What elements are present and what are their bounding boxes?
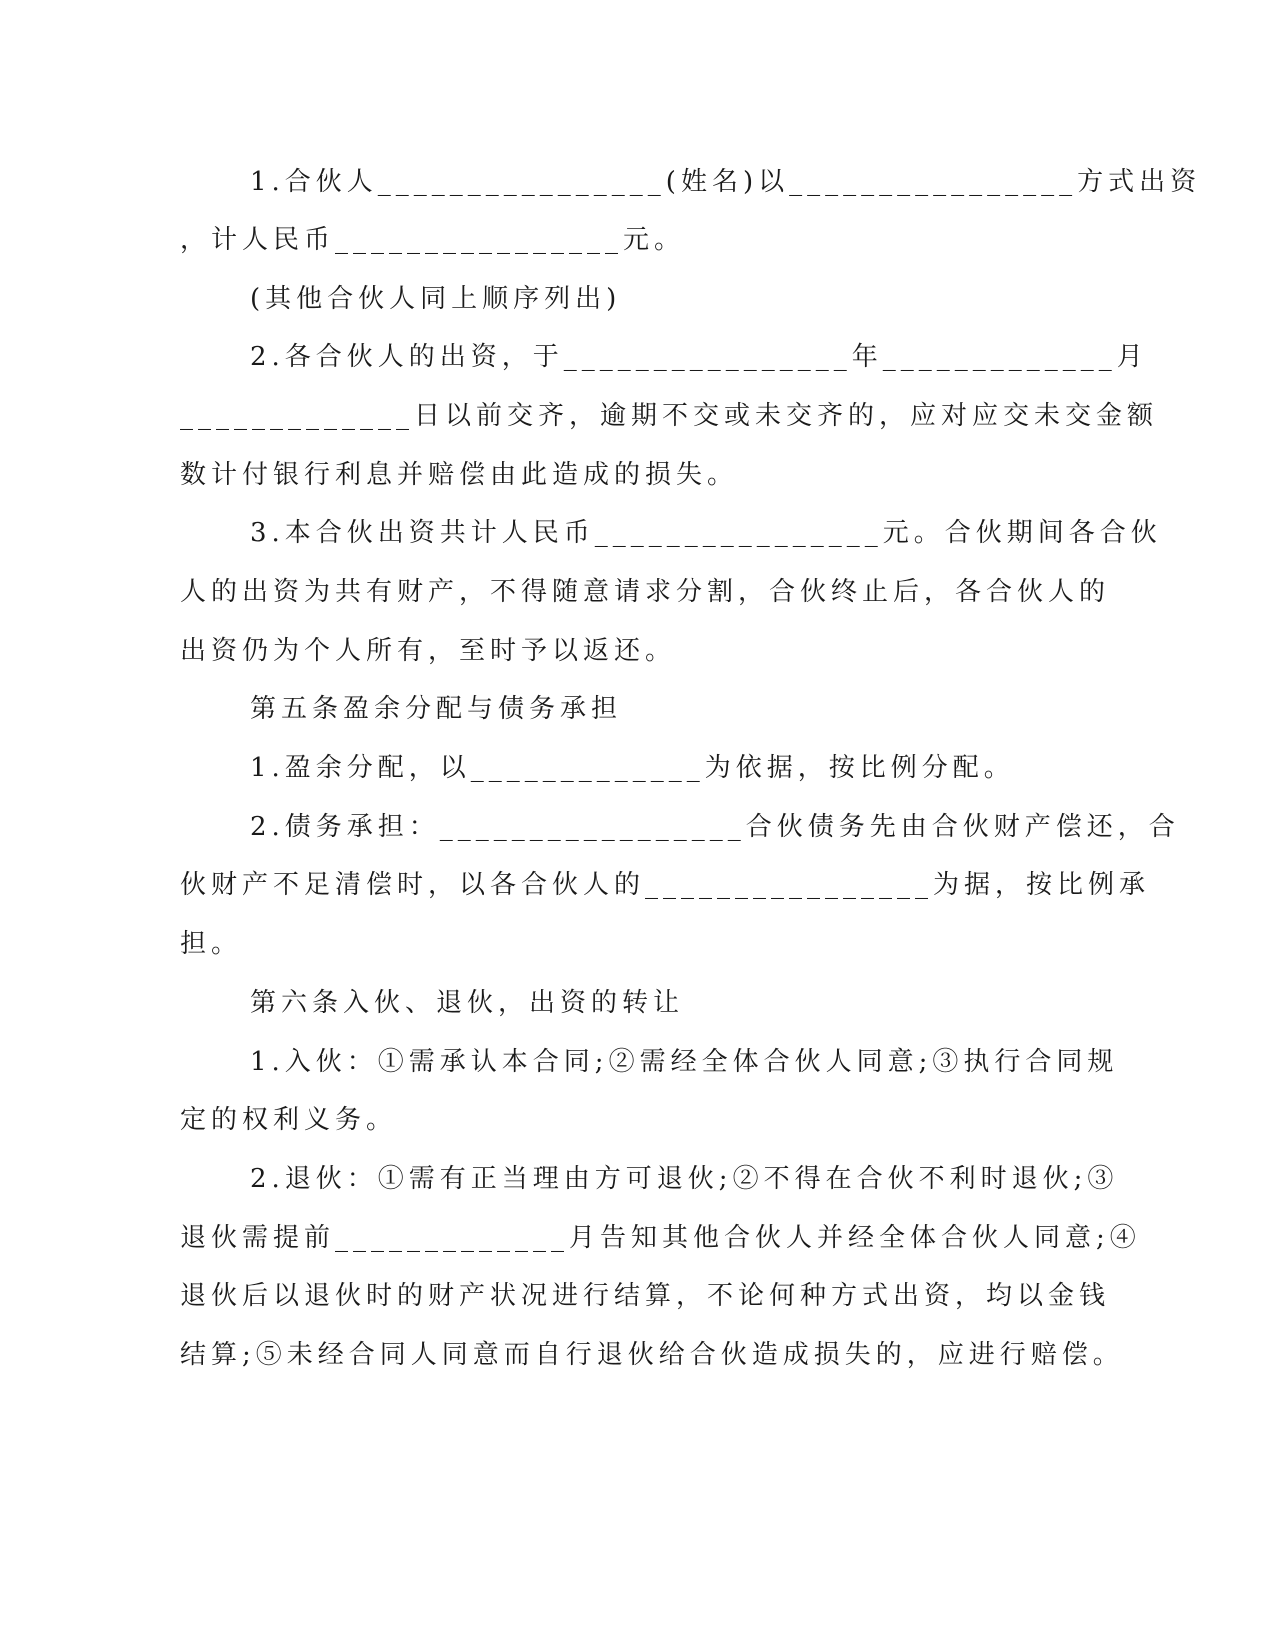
text-line: 1.入伙：①需承认本合同;②需经全体合伙人同意;③执行合同规 [250, 1047, 1119, 1077]
section-heading: 第六条入伙、退伙，出资的转让 [250, 988, 685, 1018]
text-line: 2.退伙：①需有正当理由方可退伙;②不得在合伙不利时退伙;③ [250, 1164, 1119, 1194]
text-line: 1.盈余分配，以_____________为依据，按比例分配。 [250, 753, 1015, 783]
text-line: (其他合伙人同上顺序列出) [250, 284, 622, 314]
text-line: ，计人民币________________元。 [180, 225, 686, 255]
text-line: 结算;⑤未经合同人同意而自行退伙给合伙造成损失的，应进行赔偿。 [180, 1340, 1124, 1370]
text-line: 退伙后以退伙时的财产状况进行结算，不论何种方式出资，均以金钱 [180, 1281, 1111, 1311]
text-line: 人的出资为共有财产，不得随意请求分割，合伙终止后，各合伙人的 [180, 577, 1111, 607]
text-line: 伙财产不足清偿时，以各合伙人的________________为据，按比例承 [180, 870, 1151, 900]
text-line: 定的权利义务。 [180, 1105, 398, 1135]
text-line: 退伙需提前_____________月告知其他合伙人并经全体合伙人同意;④ [180, 1223, 1141, 1253]
text-line: 担。 [180, 929, 243, 959]
text-line: 2.各合伙人的出资，于________________年_____________月 [250, 342, 1148, 372]
text-line: 出资仍为个人所有，至时予以返还。 [180, 636, 677, 666]
text-line: _____________日以前交齐，逾期不交或未交齐的，应对应交未交金额 [180, 401, 1159, 431]
text-line: 2.债务承担：_________________合伙债务先由合伙财产偿还，合 [250, 812, 1180, 842]
text-line: 1.合伙人________________(姓名)以________________方式出资 [250, 167, 1202, 197]
text-line: 数计付银行利息并赔偿由此造成的损失。 [180, 460, 739, 490]
text-line: 3.本合伙出资共计人民币________________元。合伙期间各合伙 [250, 518, 1162, 548]
section-heading: 第五条盈余分配与债务承担 [250, 694, 623, 724]
